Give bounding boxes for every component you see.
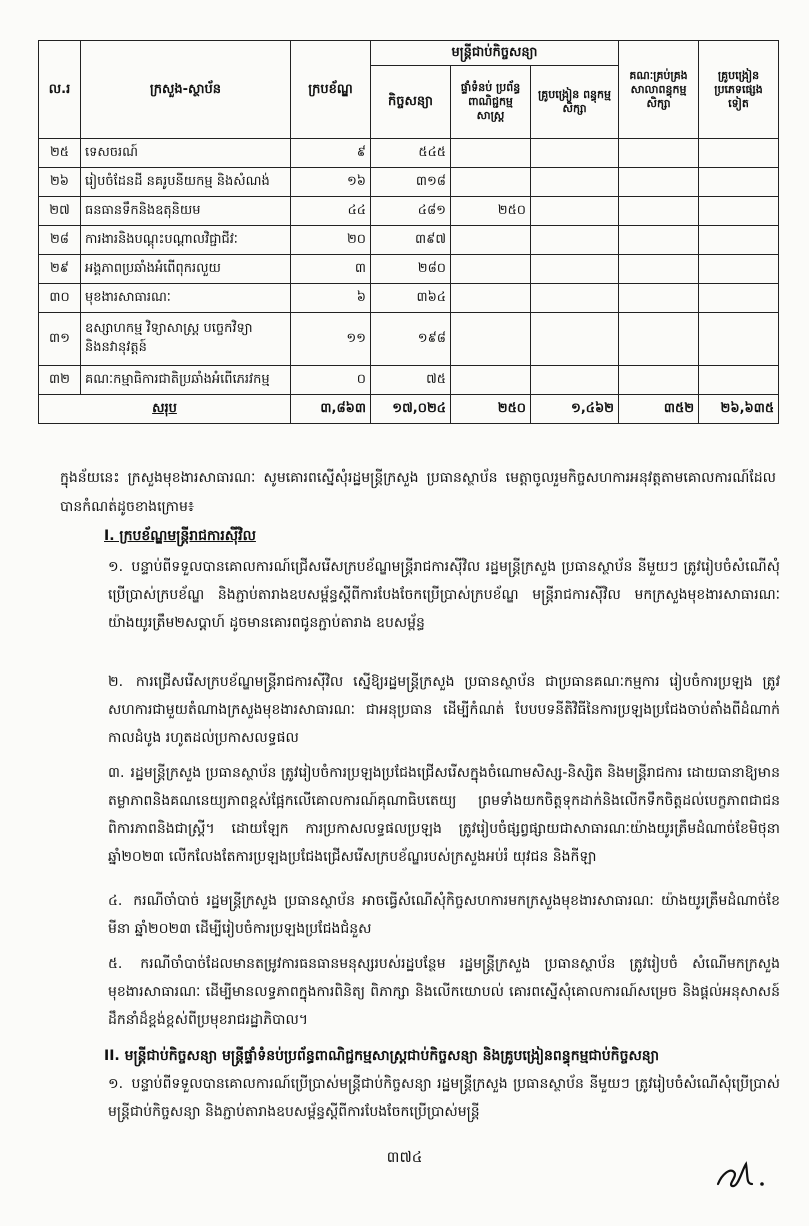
row-teacher [531, 366, 619, 395]
section-1-title: I. ក្របខ័ណ្ឌមន្ត្រីរាជការស៊ីវិល [104, 528, 256, 544]
row-quota: ២០ [291, 226, 371, 255]
row-no: ២៧ [39, 197, 81, 226]
item-text: បន្ទាប់ពីទទួលបានគោលការណ៍ជ្រើសរើសក្របខ័ណ្ឌមន្ត្រីរាជការស៊ីវិល រដ្ឋមន្ត្រីក្រសួង ប្រធានស្ថាប័ន នីមួយៗ ត្រូវរៀបចំសំណើសុំប្រើប្រាស់ក្របខ័ណ្ឌ និងភ្ជាប់តារាងឧបសម្ព័ន្ធស្តីពីការបែងចែកប្រើប្រាស់ក្របខ័ណ្ឌ មន្ត្រីរាជការស៊ីវិល មកក្រសួងមុខងារសាធារណៈ យ៉ាងយូរត្រឹម២សប្តាហ៍ ដូចមានគោរពជូនភ្ជាប់តារាង ឧបសម្ព័ន្ធ [108, 559, 780, 631]
row-quota: ៩ [291, 139, 371, 168]
row-health [451, 255, 531, 284]
row-no: ២៩ [39, 255, 81, 284]
section-1-item-4 [108, 887, 780, 943]
row-health [451, 139, 531, 168]
total-row [39, 395, 779, 424]
table-row [39, 284, 779, 313]
row-no: ៣០ [39, 284, 81, 313]
header-contract: កិច្ចសន្យា [371, 66, 451, 139]
row-school [619, 313, 699, 366]
item-number: ១. [108, 1076, 124, 1092]
table-row [39, 313, 779, 366]
table-body [39, 139, 779, 395]
item-number: ២. [108, 674, 124, 690]
total-label: សរុប [39, 395, 291, 424]
total-contract: ១៧,០២៤ [371, 395, 451, 424]
header-quota: ក្របខ័ណ្ឌ [291, 41, 371, 139]
table-row [39, 197, 779, 226]
total-quota: ៣,៨៦៣ [291, 395, 371, 424]
section-1-item-5 [108, 950, 780, 1034]
row-ministry: ឧស្សាហកម្ម វិទ្យាសាស្ត្រ បច្ចេកវិទ្យា និងនវានុវត្តន៍ [81, 313, 291, 366]
total-other: ២៦,៦៣៥ [699, 395, 779, 424]
row-other [699, 255, 779, 284]
row-contract: ៣១៨ [371, 168, 451, 197]
row-contract: ៧៥ [371, 366, 451, 395]
item-number: ៤. [108, 893, 123, 909]
row-health [451, 313, 531, 366]
row-teacher [531, 284, 619, 313]
table-row [39, 366, 779, 395]
section-2-item-1 [108, 1070, 780, 1126]
row-teacher [531, 255, 619, 284]
row-teacher [531, 226, 619, 255]
row-quota: ១១ [291, 313, 371, 366]
header-school-mgmt: គណៈគ្រប់គ្រង សាលាពន្ធុកម្ម សិក្សា [619, 41, 699, 139]
row-ministry: ទេសចរណ៍ [81, 139, 291, 168]
row-school [619, 366, 699, 395]
row-health [451, 366, 531, 395]
item-text: ករណីចាំបាច់ រដ្ឋមន្ត្រីក្រសួង ប្រធានស្ថាប័ន អាចធ្វើសំណើសុំកិច្ចសហការមកក្រសួងមុខងារសាធារណៈ យ៉ាងយូរត្រឹមដំណាច់ខែមីនា ឆ្នាំ២០២៣ ដើម្បីរៀបចំការប្រឡងប្រជែងជំនួស [108, 893, 780, 937]
section-1-item-2 [108, 668, 780, 752]
row-contract: ១៩៨ [371, 313, 451, 366]
total-health: ២៥០ [451, 395, 531, 424]
row-contract: ៥៤៥ [371, 139, 451, 168]
header-teacher-trainee: គ្រូបង្រៀន ពន្ធុកម្មសិក្សា [531, 66, 619, 139]
total-school: ៣៥២ [619, 395, 699, 424]
row-other [699, 284, 779, 313]
row-teacher [531, 313, 619, 366]
table-row [39, 139, 779, 168]
row-other [699, 197, 779, 226]
row-quota: ៤៤ [291, 197, 371, 226]
row-school [619, 284, 699, 313]
section-1-item-1 [108, 553, 780, 637]
table-row [39, 226, 779, 255]
row-other [699, 139, 779, 168]
row-health [451, 284, 531, 313]
row-school [619, 168, 699, 197]
header-ministry: ក្រសួង-ស្ថាប័ន [81, 41, 291, 139]
row-ministry: ការងារនិងបណ្តុះបណ្តាលវិជ្ជាជីវៈ [81, 226, 291, 255]
header-row-1 [39, 41, 779, 66]
row-other [699, 168, 779, 197]
row-quota: ៣ [291, 255, 371, 284]
row-teacher [531, 139, 619, 168]
row-other [699, 226, 779, 255]
quota-table [38, 40, 779, 424]
total-teacher: ១,៤៦២ [531, 395, 619, 424]
row-no: ២៦ [39, 168, 81, 197]
row-teacher [531, 168, 619, 197]
item-number: ១. [108, 559, 124, 575]
row-quota: ៦ [291, 284, 371, 313]
item-text: ករណីចាំបាច់ដែលមានតម្រូវការធនធានមនុស្សរបស់រដ្ឋបន្ថែម រដ្ឋមន្ត្រីក្រសួង ប្រធានស្ថាប័ន ត្រូវរៀបចំ សំណើមកក្រសួងមុខងារសាធារណៈ ដើម្បីមានលទ្ធភាពក្នុងការពិនិត្យ ពិភាក្សា និងលើកយោបល់ គោរពស្នើសុំគោលការណ៍សម្រេច និងផ្តល់អនុសាសន៍ដឹកនាំដ៏ខ្ពង់ខ្ពស់ពីប្រមុខរាជរដ្ឋាភិបាល។ [108, 956, 781, 1028]
header-health-specialist: ផ្ទាំទំនប់ ប្រព័ន្ធពាណិជ្ជកម្មសាស្ត្រ [451, 66, 531, 139]
row-contract: ៤៨១ [371, 197, 451, 226]
row-no: ២៨ [39, 226, 81, 255]
section-1-item-3 [108, 759, 780, 871]
row-school [619, 197, 699, 226]
row-other [699, 366, 779, 395]
row-contract: ៣៦៤ [371, 284, 451, 313]
item-text: ការជ្រើសរើសក្របខ័ណ្ឌមន្ត្រីរាជការស៊ីវិល ស្នើឱ្យរដ្ឋមន្ត្រីក្រសួង ប្រធានស្ថាប័ន ជាប្រធានគណៈកម្មការ រៀបចំការប្រឡង ត្រូវសហការជាមួយតំណាងក្រសួងមុខងារសាធារណៈ ជាអនុប្រធាន ដើម្បីកំណត់ បែបបទនីតិវិធីនៃការប្រឡងប្រជែងចាប់តាំងពីដំណាក់កាលដំបូង រហូតដល់ប្រកាសលទ្ធផល [108, 674, 781, 746]
table-row [39, 168, 779, 197]
row-ministry: អង្គភាពប្រឆាំងអំពើពុករលួយ [81, 255, 291, 284]
row-school [619, 226, 699, 255]
row-quota: ០ [291, 366, 371, 395]
row-teacher [531, 197, 619, 226]
row-school [619, 139, 699, 168]
row-ministry: មុខងារសាធារណៈ [81, 284, 291, 313]
table-row [39, 255, 779, 284]
row-health: ២៥០ [451, 197, 531, 226]
row-health [451, 226, 531, 255]
row-ministry: ធនធានទឹកនិងឧតុនិយម [81, 197, 291, 226]
item-number: ៥. [108, 956, 123, 972]
section-2-title: II. មន្ត្រីជាប់កិច្ចសន្យា មន្ត្រីផ្ទាំទំនប់ប្រព័ន្ធពាណិជ្ជកម្មសាស្ត្រជាប់កិច្ចសន្យា និងគ្រូបង្រៀនពន្ធុកម្មជាប់កិច្ចសន្យា [104, 1048, 660, 1064]
item-text: រដ្ឋមន្ត្រីក្រសួង ប្រធានស្ថាប័ន ត្រូវរៀបចំការប្រឡងប្រជែងជ្រើសរើសក្នុងចំណោមសិស្ស-និស្សិត និងមន្ត្រីរាជការ ដោយធានាឱ្យមានតម្លាភាពនិងគណនេយ្យភាពខ្ពស់ផ្អែកលើគោលការណ៍គុណាធិបតេយ្យ ព្រមទាំងយកចិត្តទុកដាក់និងលើកទឹកចិត្តដល់បេក្ខភាពជាជនពិការភាពនិងជាស្ត្រី។ ដោយឡែក ការប្រកាសលទ្ធផលប្រឡង ត្រូវរៀបចំផ្សព្វផ្សាយជាសាធារណៈយ៉ាងយូរត្រឹមដំណាច់ខែមិថុនា ឆ្នាំ២០២៣ លើកលែងតែការប្រឡងប្រជែងជ្រើសរើសក្របខ័ណ្ឌរបស់ក្រសួងអប់រំ យុវជន និងកីឡា [108, 765, 780, 865]
row-quota: ១៦ [291, 168, 371, 197]
row-ministry: រៀបចំដែនដី នគរូបនីយកម្ម និងសំណង់ [81, 168, 291, 197]
row-other [699, 313, 779, 366]
signature-mark [712, 1150, 768, 1194]
header-contract-group: មន្ត្រីជាប់កិច្ចសន្យា [371, 41, 619, 66]
item-text: បន្ទាប់ពីទទួលបានគោលការណ៍ប្រើប្រាស់មន្ត្រីជាប់កិច្ចសន្យា រដ្ឋមន្ត្រីក្រសួង ប្រធានស្ថាប័ន នីមួយៗ ត្រូវរៀបចំសំណើសុំប្រើប្រាស់មន្ត្រីជាប់កិច្ចសន្យា និងភ្ជាប់តារាងឧបសម្ព័ន្ធស្តីពីការបែងចែកប្រើប្រាស់មន្ត្រី [108, 1076, 781, 1120]
item-number: ៣. [108, 765, 125, 781]
header-no: ល.រ [39, 41, 81, 139]
row-health [451, 168, 531, 197]
row-no: ៣១ [39, 313, 81, 366]
row-contract: ៣៩៧ [371, 226, 451, 255]
row-ministry: គណៈកម្មាធិការជាតិប្រឆាំងអំពើភេរវកម្ម [81, 366, 291, 395]
row-school [619, 255, 699, 284]
row-contract: ២៨០ [371, 255, 451, 284]
page-number: ៣៧៤ [386, 1148, 423, 1166]
row-no: ៣២ [39, 366, 81, 395]
intro-paragraph: ក្នុងន័យនេះ ក្រសួងមុខងារសាធារណៈ សូមគោរពស្នើសុំរដ្ឋមន្ត្រីក្រសួង ប្រធានស្ថាប័ន មេត្តាចូលរួមកិច្ចសហការអនុវត្តតាមគោលការណ៍ដែលបានកំណត់ដូចខាងក្រោម៖ [60, 470, 776, 515]
header-other-teachers: គ្រូបង្រៀន ប្រភេទផ្សេង ទៀត [699, 41, 779, 139]
row-no: ២៥ [39, 139, 81, 168]
